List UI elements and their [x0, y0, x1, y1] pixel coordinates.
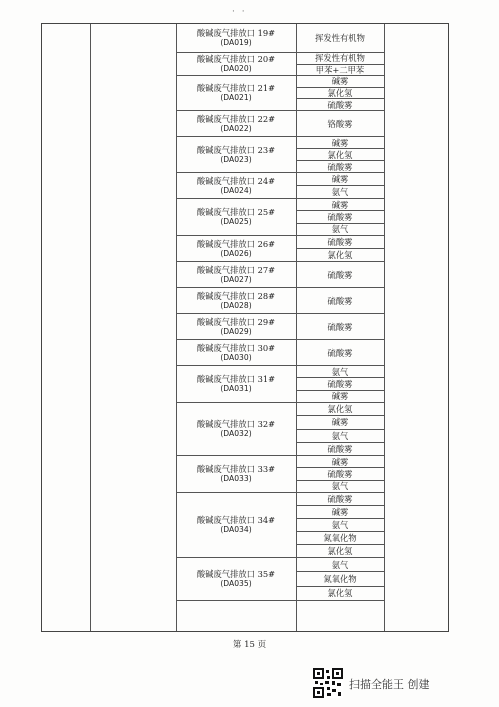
- pollutant-cell: 氨气: [296, 519, 384, 532]
- outlet-code: (DA033): [220, 474, 252, 483]
- outlet-name: 酸碱废气排放口 32#: [196, 419, 276, 429]
- pollutant-cell: 硫酸雾: [296, 340, 384, 366]
- outlet-name: 酸碱废气排放口 27#: [196, 264, 276, 275]
- outlet-name: 酸碱废气排放口 30#: [196, 342, 276, 353]
- pollutant-cell: 氮氧化物: [296, 572, 384, 586]
- outlet-code: (DA024): [220, 185, 252, 195]
- source-cell: [176, 403, 296, 456]
- scanner-watermark: 扫描全能王 创建: [349, 678, 430, 691]
- source-cell: [176, 340, 296, 366]
- pollutant-cell: 硫酸雾: [296, 443, 384, 456]
- pollutant-cell: 氯化氢: [296, 403, 384, 416]
- pollutant-cell: 硫酸雾: [296, 211, 384, 223]
- outlet-code: (DA027): [220, 274, 252, 284]
- outlet-name: 酸碱废气排放口 25#: [196, 207, 276, 217]
- outlet-name: 酸碱废气排放口 29#: [196, 316, 276, 327]
- outlet-name: 酸碱废气排放口 24#: [196, 175, 276, 186]
- outlet-name: 酸碱废气排放口 23#: [196, 144, 276, 155]
- source-cell: [176, 173, 296, 199]
- pollutant-cell: 硫酸雾: [296, 161, 384, 173]
- outlet-code: (DA030): [220, 352, 252, 362]
- page-number: 第 15 页: [232, 640, 267, 650]
- outlet-name: 酸碱废气排放口 21#: [196, 83, 276, 93]
- table-divider: [384, 24, 385, 631]
- emission-table: [41, 23, 449, 632]
- pollutant-cell: 碱雾: [296, 173, 384, 186]
- outlet-name: 酸碱废气排放口 28#: [196, 290, 276, 301]
- pollutant-cell: 碱雾: [296, 416, 384, 429]
- pollutant-cell: 碱雾: [296, 199, 384, 211]
- pollutant-cell: 碱雾: [296, 506, 384, 519]
- outlet-name: 酸碱废气排放口 20#: [196, 54, 276, 64]
- source-cell: [176, 137, 296, 173]
- source-cell: [176, 314, 296, 340]
- outlet-name: 酸碱废气排放口 26#: [196, 238, 276, 249]
- pollutant-cell: 硫酸雾: [296, 99, 384, 111]
- source-cell: [176, 262, 296, 288]
- source-cell: [176, 24, 296, 53]
- source-cell: [176, 236, 296, 262]
- pollutant-cell: 氯化氢: [296, 149, 384, 161]
- source-cell: [176, 76, 296, 111]
- table-divider: [90, 24, 91, 631]
- outlet-code: (DA028): [220, 300, 252, 310]
- pollutant-cell: 碱雾: [296, 456, 384, 468]
- qr-code-icon: [313, 668, 343, 698]
- outlet-code: (DA029): [220, 326, 252, 336]
- outlet-code: (DA019): [220, 38, 252, 47]
- outlet-code: (DA023): [220, 154, 252, 164]
- outlet-code: (DA031): [220, 384, 252, 393]
- pollutant-cell: 碱雾: [296, 391, 384, 403]
- outlet-name: 酸碱废气排放口 19#: [196, 28, 276, 38]
- pollutant-cell: 硫酸雾: [296, 468, 384, 480]
- pollutant-cell: 氨气: [296, 481, 384, 493]
- pollutant-cell: 挥发性有机物: [296, 24, 384, 53]
- source-cell: [176, 558, 296, 601]
- pollutant-cell: 硫酸雾: [296, 314, 384, 340]
- pollutant-cell: 硫酸雾: [296, 288, 384, 314]
- pollutant-cell: 氯化氢: [296, 88, 384, 100]
- outlet-code: (DA035): [220, 579, 252, 588]
- pollutant-cell: 甲苯+二甲苯: [296, 65, 384, 77]
- source-cell: [176, 493, 296, 558]
- pollutant-cell: 硫酸雾: [296, 493, 384, 506]
- pollutant-cell: 硫酸雾: [296, 236, 384, 249]
- pollutant-cell: 氨气: [296, 186, 384, 199]
- pollutant-cell: 碱雾: [296, 137, 384, 149]
- scan-mark: · ·: [232, 7, 247, 17]
- outlet-name: 酸碱废气排放口 33#: [196, 464, 276, 474]
- source-cell: [176, 366, 296, 403]
- source-cell: [176, 288, 296, 314]
- pollutant-cell: 硫酸雾: [296, 378, 384, 390]
- pollutant-cell: 氯化氢: [296, 249, 384, 262]
- pollutant-cell: 硫酸雾: [296, 262, 384, 288]
- outlet-code: (DA025): [220, 217, 252, 226]
- outlet-name: 酸碱废气排放口 31#: [196, 374, 276, 384]
- outlet-code: (DA034): [220, 525, 252, 534]
- source-cell: [176, 456, 296, 493]
- pollutant-cell: 氮氧化物: [296, 532, 384, 545]
- outlet-name: 酸碱废气排放口 35#: [196, 569, 276, 579]
- outlet-code: (DA021): [220, 93, 252, 102]
- pollutant-cell: 氨气: [296, 430, 384, 443]
- pollutant-cell: 氨气: [296, 366, 384, 378]
- pollutant-cell: 氯化氢: [296, 545, 384, 558]
- outlet-code: (DA032): [220, 429, 252, 438]
- source-cell: [176, 199, 296, 236]
- source-cell: [176, 53, 296, 76]
- pollutant-cell: 氨气: [296, 224, 384, 236]
- outlet-code: (DA022): [220, 123, 252, 133]
- outlet-code: (DA020): [220, 64, 252, 73]
- outlet-name: 酸碱废气排放口 34#: [196, 515, 276, 525]
- outlet-code: (DA026): [220, 248, 252, 258]
- pollutant-cell: 铬酸雾: [296, 111, 384, 137]
- pollutant-cell: 氨气: [296, 558, 384, 572]
- source-cell: [176, 111, 296, 137]
- pollutant-cell: 氯化氢: [296, 587, 384, 601]
- pollutant-cell: 挥发性有机物: [296, 53, 384, 65]
- outlet-name: 酸碱废气排放口 22#: [196, 113, 276, 124]
- pollutant-cell: 碱雾: [296, 76, 384, 88]
